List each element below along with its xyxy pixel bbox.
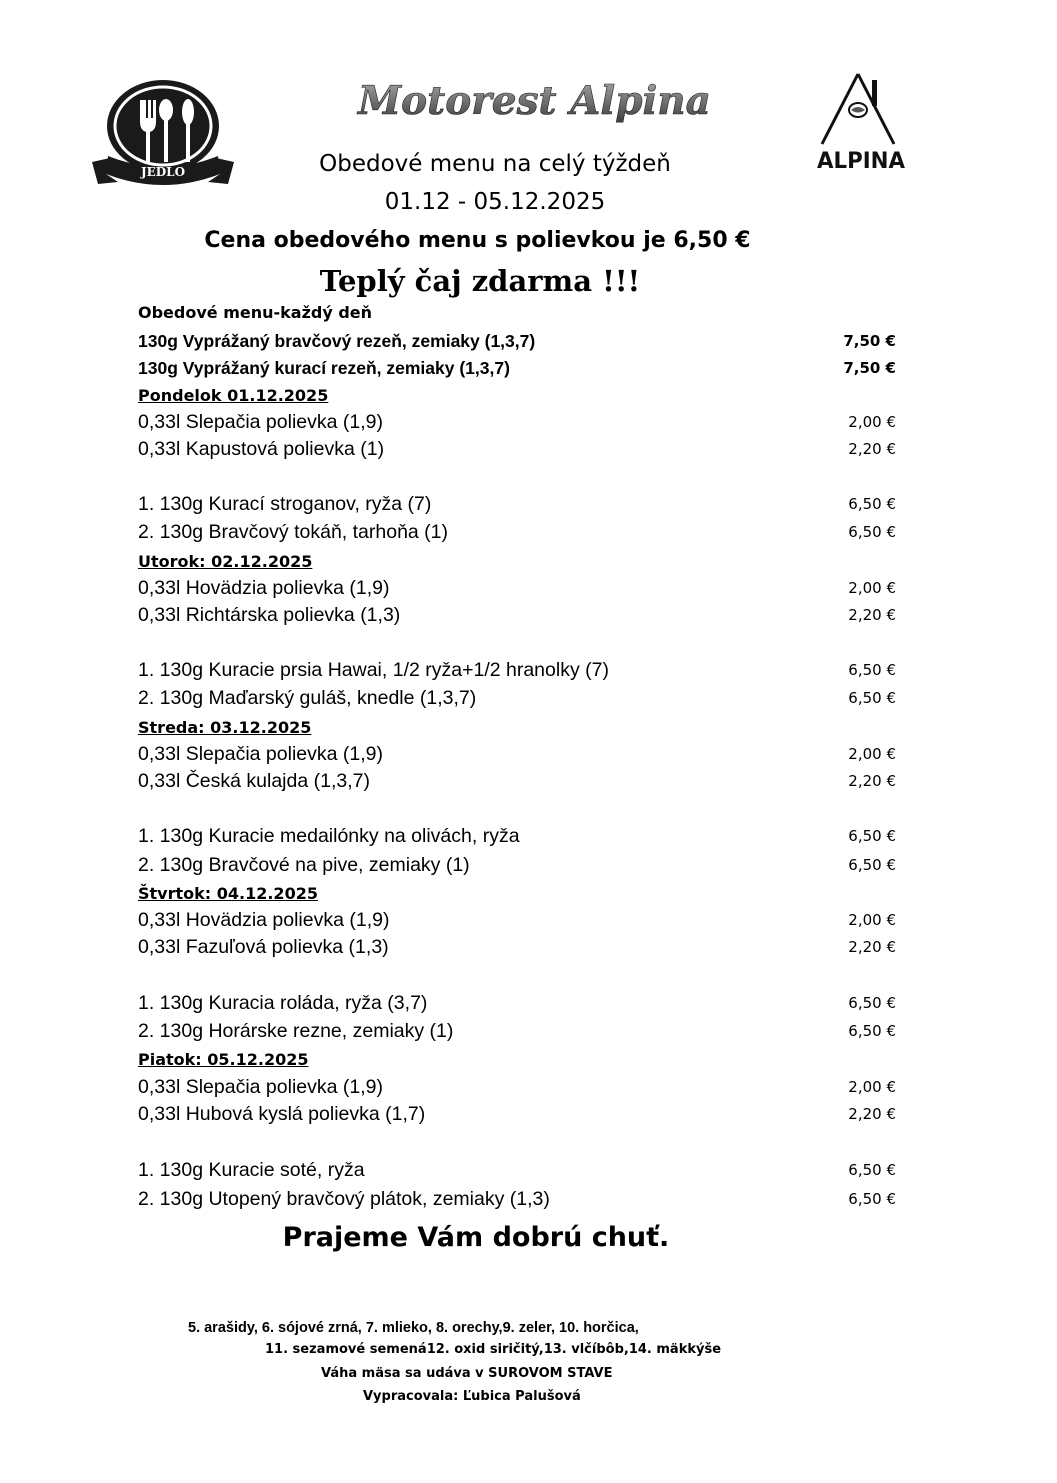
main-name: 1. 130g Kuracie soté, ryža — [138, 1158, 365, 1181]
soup-name: 0,33l Hovädzia polievka (1,9) — [138, 908, 390, 931]
allergens-line-2: 11. sezamové semená12. oxid siričitý,13. vlčíbôb,14. mäkkýše — [265, 1342, 722, 1357]
restaurant-name: Motorest Alpina — [358, 78, 711, 124]
soup-name: 0,33l Hubová kyslá polievka (1,7) — [138, 1102, 426, 1125]
main-price: 6,50 € — [848, 1022, 896, 1040]
menu-item-name: 130g Vyprážaný bravčový rezeň, zemiaky (1,3,7) — [138, 330, 536, 351]
main-price: 6,50 € — [848, 994, 896, 1012]
menu-item-price: 7,50 € — [843, 359, 896, 377]
main-price: 6,50 € — [848, 523, 896, 541]
soup-name: 0,33l Kapustová polievka (1) — [138, 437, 385, 460]
jedlo-logo — [88, 78, 238, 196]
main-name: 1. 130g Kurací stroganov, ryža (7) — [138, 492, 432, 515]
main-item — [138, 852, 896, 878]
menu-item — [138, 328, 896, 354]
soup-price: 2,00 € — [848, 911, 896, 929]
main-name: 2. 130g Horárske rezne, zemiaky (1) — [138, 1019, 454, 1042]
menu-item-price: 7,50 € — [843, 332, 896, 350]
soup-name: 0,33l Slepačia polievka (1,9) — [138, 1075, 383, 1098]
menu-title: Obedové menu na celý týždeň — [319, 151, 671, 177]
allergens-line-1: 5. arašidy, 6. sójové zrná, 7. mlieko, 8. orechy,9. zeler, 10. horčica, — [188, 1320, 639, 1336]
main-name: 1. 130g Kuracie medailónky na olivách, ryža — [138, 824, 520, 847]
weight-note: Váha mäsa sa udáva v SUROVOM STAVE — [321, 1366, 613, 1381]
soup-price: 2,00 € — [848, 413, 896, 431]
day-heading-tuesday: Utorok: 02.12.2025 — [138, 552, 313, 571]
day-heading-monday: Pondelok 01.12.2025 — [138, 386, 329, 405]
restaurant-title — [350, 70, 730, 140]
main-price: 6,50 € — [848, 827, 896, 845]
menu-item — [138, 355, 896, 381]
soup-price: 2,00 € — [848, 745, 896, 763]
soup-price: 2,20 € — [848, 606, 896, 624]
main-item — [138, 823, 896, 849]
main-price: 6,50 € — [848, 856, 896, 874]
soup-item — [138, 1074, 896, 1100]
main-name: 2. 130g Bravčové na pive, zemiaky (1) — [138, 853, 470, 876]
main-item — [138, 491, 896, 517]
main-name: 1. 130g Kuracie prsia Hawai, 1/2 ryža+1/2 hranolky (7) — [138, 658, 609, 681]
main-item — [138, 990, 896, 1016]
soup-item — [138, 409, 896, 435]
alpina-logo-text: ALPINA — [817, 149, 905, 174]
soup-price: 2,20 € — [848, 1105, 896, 1123]
jedlo-logo-text: JEDLO — [140, 165, 186, 179]
main-item — [138, 1186, 896, 1212]
soup-price: 2,00 € — [848, 1078, 896, 1096]
soup-price: 2,20 € — [848, 772, 896, 790]
main-name: 2. 130g Utopený bravčový plátok, zemiaky (1,3) — [138, 1187, 550, 1210]
free-tea-info: Teplý čaj zdarma !!! — [319, 264, 641, 298]
soup-price: 2,20 € — [848, 938, 896, 956]
soup-item — [138, 436, 896, 462]
soup-name: 0,33l Richtárska polievka (1,3) — [138, 603, 401, 626]
soup-item — [138, 575, 896, 601]
main-item — [138, 685, 896, 711]
main-name: 2. 130g Maďarský guláš, knedle (1,3,7) — [138, 686, 477, 709]
soup-item — [138, 907, 896, 933]
soup-item — [138, 768, 896, 794]
day-heading-wednesday: Streda: 03.12.2025 — [138, 718, 312, 737]
closing-wish: Prajeme Vám dobrú chuť. — [282, 1222, 670, 1253]
main-item — [138, 519, 896, 545]
day-heading-friday: Piatok: 05.12.2025 — [138, 1050, 309, 1069]
soup-name: 0,33l Česká kulajda (1,3,7) — [138, 769, 370, 792]
soup-item — [138, 602, 896, 628]
soup-item — [138, 1101, 896, 1127]
soup-price: 2,00 € — [848, 579, 896, 597]
main-price: 6,50 € — [848, 661, 896, 679]
soup-name: 0,33l Slepačia polievka (1,9) — [138, 742, 383, 765]
menu-price-info: Cena obedového menu s polievkou je 6,50 € — [204, 228, 751, 253]
daily-menu-heading: Obedové menu-každý deň — [138, 303, 373, 322]
soup-item — [138, 741, 896, 767]
day-heading-thursday: Štvrtok: 04.12.2025 — [138, 884, 318, 903]
main-item — [138, 1018, 896, 1044]
soup-name: 0,33l Slepačia polievka (1,9) — [138, 410, 383, 433]
soup-item — [138, 934, 896, 960]
date-range: 01.12 - 05.12.2025 — [384, 189, 606, 215]
main-price: 6,50 € — [848, 1161, 896, 1179]
menu-item-name: 130g Vyprážaný kurací rezeň, zemiaky (1,3,7) — [138, 357, 510, 378]
main-price: 6,50 € — [848, 1190, 896, 1208]
soup-name: 0,33l Hovädzia polievka (1,9) — [138, 576, 390, 599]
soup-name: 0,33l Fazuľová polievka (1,3) — [138, 935, 389, 958]
main-price: 6,50 € — [848, 495, 896, 513]
main-item — [138, 1157, 896, 1183]
soup-price: 2,20 € — [848, 440, 896, 458]
main-price: 6,50 € — [848, 689, 896, 707]
prepared-by: Vypracovala: Ľubica Palušová — [363, 1389, 581, 1404]
main-item — [138, 657, 896, 683]
main-name: 2. 130g Bravčový tokáň, tarhoňa (1) — [138, 520, 449, 543]
main-name: 1. 130g Kuracia roláda, ryža (3,7) — [138, 991, 428, 1014]
